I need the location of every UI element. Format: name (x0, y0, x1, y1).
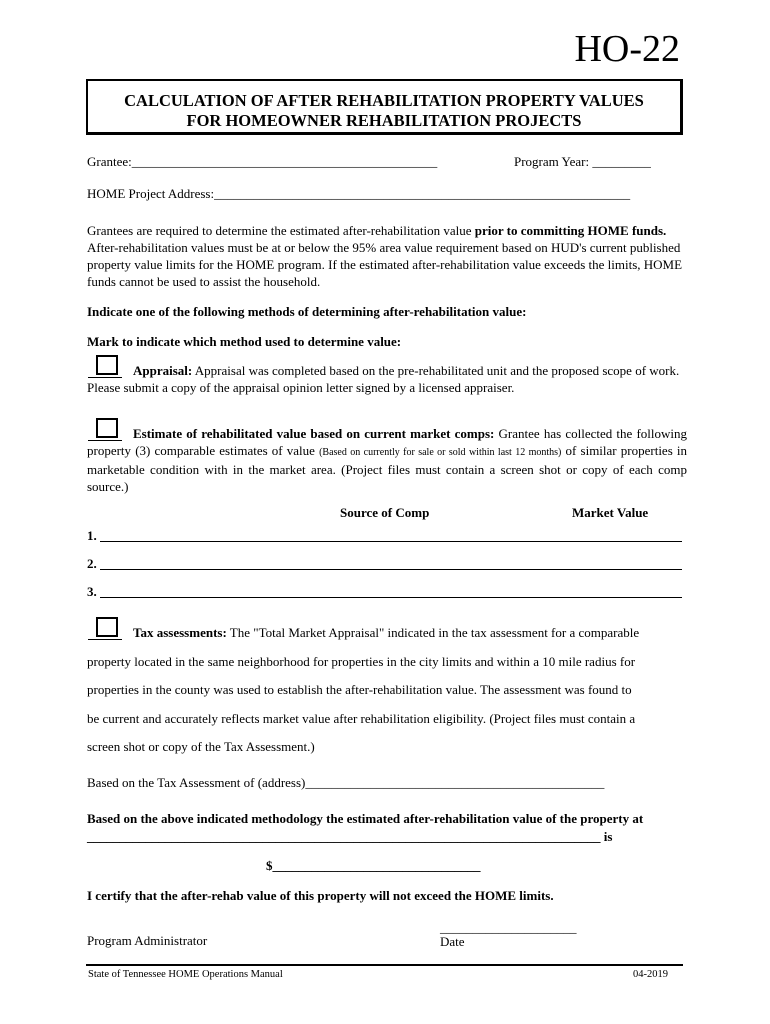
grantee-field[interactable]: _______________________________________________ (131, 154, 438, 169)
property-address-field[interactable]: _______________________________________________________________________________ (87, 829, 601, 844)
intro-text-1: Grantees are required to determine the estimated after-rehabilitation value (87, 223, 475, 238)
grantee-label: Grantee: (87, 154, 132, 169)
comp-row-2-number: 2. (87, 556, 97, 571)
appraisal-text: Appraisal was completed based on the pre-rehabilitated unit and the proposed scope of work. Please submit a copy of the appraisal opinion letter signed by a licensed appraiser. (87, 363, 680, 395)
dollar-sign: $ (266, 858, 273, 873)
intro-text-2: After-rehabilitation values must be at or below the 95% area value requirement based on HUD's current published property value limits for the HOME program. If the estimated after-rehabilitation value exceeds the limits, HOME funds cannot be used to assist the household. (87, 240, 683, 289)
tax-line-3: properties in the county was used to establish the after-rehabilitation value. The assessment was found to (87, 682, 632, 697)
intro-paragraph (87, 222, 685, 290)
estimate-text-2: of similar properties in marketable condition with in the market area. (Project files must contain a screen shot or copy of each comp source.) (87, 443, 688, 494)
tax-line-2: property located in the same neighborhood for properties in the city limits and within a 10 mile radius for (87, 654, 636, 669)
tax-line-5: screen shot or copy of the Tax Assessment.) (87, 739, 315, 754)
based-on-line-2 (87, 829, 612, 845)
estimate-small-text: (Based on currently for sale or sold within last 12 months) (319, 447, 562, 458)
grantee-line (87, 154, 437, 170)
title-line-2: FOR HOMEOWNER REHABILITATION PROJECTS (186, 111, 582, 130)
program-year-label: Program Year: (514, 154, 590, 169)
address-label: HOME Project Address: (87, 186, 215, 201)
footer-left: State of Tennessee HOME Operations Manual (88, 969, 283, 980)
address-line (87, 186, 630, 202)
tax-line-1 (133, 625, 639, 641)
date-field[interactable]: _____________________ (440, 920, 577, 935)
market-value-header: Market Value (572, 505, 649, 520)
certify-statement: I certify that the after-rehab value of this property will not exceed the HOME limits. (87, 888, 554, 903)
mark-heading: Mark to indicate which method used to determine value: (87, 334, 402, 349)
estimate-text-1: Grantee has collected the following property (3) comparable estimates of value (87, 426, 687, 458)
estimate-paragraph (87, 425, 687, 495)
appraisal-paragraph (87, 362, 687, 396)
tax-address-line (87, 775, 604, 791)
address-field[interactable]: ________________________________________________________________ (214, 186, 631, 201)
footer-divider (86, 964, 683, 966)
program-administrator-label: Program Administrator (87, 933, 208, 948)
dollar-line (266, 858, 481, 874)
based-on-is: is (603, 829, 613, 844)
tax-address-label: Based on the Tax Assessment of (address) (87, 775, 306, 790)
comp-row-1-field[interactable] (100, 541, 682, 542)
tax-line-4: be current and accurately reflects market value after rehabilitation eligibility. (Project files must contain a (87, 711, 636, 726)
date-label: Date (440, 934, 465, 949)
based-on-line-1: Based on the above indicated methodology the estimated after-rehabilitation value of the property at (87, 811, 644, 826)
program-year-line (514, 154, 651, 170)
title-line-1: CALCULATION OF AFTER REHABILITATION PROPERTY VALUES (124, 91, 644, 110)
estimate-label: Estimate of rehabilitated value based on current market comps: (133, 426, 495, 441)
tax-checkbox-underline (88, 639, 122, 640)
tax-address-field[interactable]: ______________________________________________ (305, 775, 605, 790)
value-field[interactable]: ________________________________ (272, 858, 481, 873)
tax-text-1: The "Total Market Appraisal" indicated in the tax assessment for a comparable (229, 625, 640, 640)
appraisal-label: Appraisal: (133, 363, 193, 378)
comp-row-3-field[interactable] (100, 597, 682, 598)
comp-row-3-number: 3. (87, 584, 97, 599)
form-id: HO-22 (574, 28, 680, 70)
intro-bold: prior to committing HOME funds. (474, 223, 667, 238)
program-year-field[interactable]: _________ (592, 154, 651, 169)
tax-checkbox[interactable] (96, 617, 118, 637)
tax-label: Tax assessments: (133, 625, 227, 640)
footer-right: 04-2019 (633, 969, 668, 980)
comp-row-2-field[interactable] (100, 569, 682, 570)
comp-row-1-number: 1. (87, 528, 97, 543)
source-of-comp-header: Source of Comp (340, 505, 430, 520)
title-box (86, 79, 683, 135)
indicate-heading: Indicate one of the following methods of determining after-rehabilitation value: (87, 304, 527, 319)
